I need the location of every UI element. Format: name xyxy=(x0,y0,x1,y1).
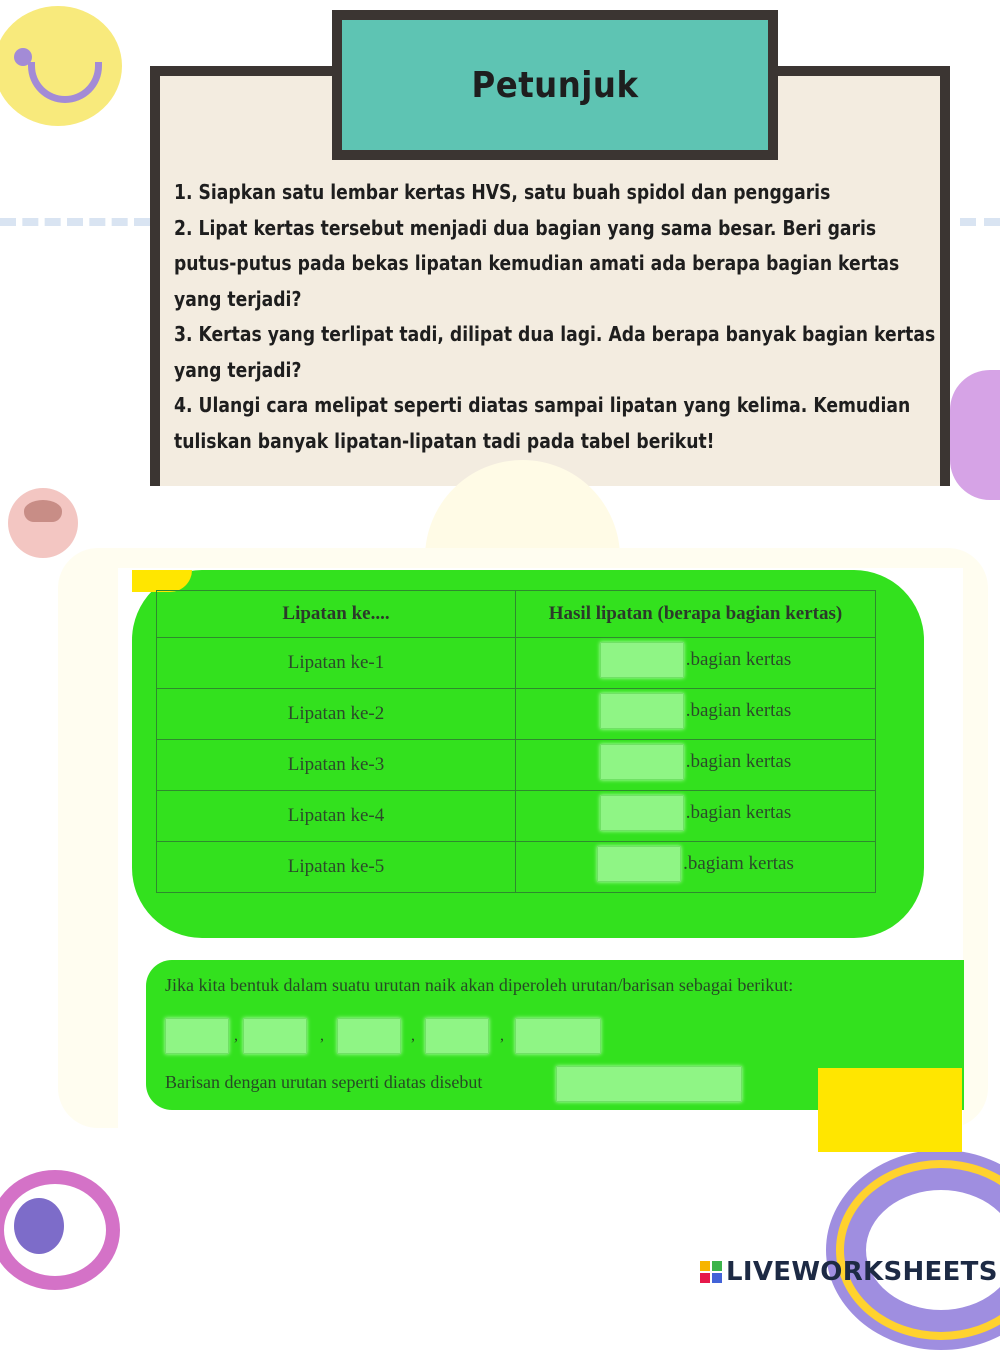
fold-result-cell xyxy=(516,740,876,791)
answer-input-1[interactable] xyxy=(600,642,684,678)
sequence-name-prompt: Barisan dengan urutan seperti diatas disebut xyxy=(165,1072,483,1092)
decor-right-blob xyxy=(950,370,1000,500)
sequence-separator: , xyxy=(411,1027,415,1044)
answer-input-3[interactable] xyxy=(600,744,684,780)
decor-yellow-block xyxy=(818,1068,962,1152)
step-3: 3. Kertas yang terlipat tadi, dilipat dua lagi. Ada berapa banyak bagian kertas yang terjadi? xyxy=(174,322,936,382)
sequence-inputs xyxy=(165,1018,601,1054)
table-row xyxy=(157,740,876,791)
decor-eye-pupil xyxy=(14,1198,64,1254)
sequence-prompt: Jika kita bentuk dalam suatu urutan naik akan diperoleh urutan/barisan sebagai berikut: xyxy=(165,975,794,995)
fold-label: Lipatan ke-1 xyxy=(157,638,516,689)
sequence-input-2[interactable] xyxy=(243,1018,307,1054)
table-header-row xyxy=(157,591,876,638)
instructions-title-box xyxy=(332,10,778,160)
fold-result-cell xyxy=(516,638,876,689)
instructions-steps xyxy=(174,175,944,459)
table-row xyxy=(157,842,876,893)
liveworksheets-logo-icon xyxy=(700,1261,722,1283)
sequence-separator: , xyxy=(234,1027,238,1044)
footer-brand-text: LIVEWORKSHEETS xyxy=(726,1257,998,1287)
fold-suffix: .bagian kertas xyxy=(685,751,792,772)
table-row xyxy=(157,689,876,740)
fold-suffix: .bagiam kertas xyxy=(683,853,794,874)
decor-acorn-cap xyxy=(24,500,62,522)
fold-result-cell xyxy=(516,842,876,893)
table-row xyxy=(157,791,876,842)
answer-input-2[interactable] xyxy=(600,693,684,729)
fold-label: Lipatan ke-2 xyxy=(157,689,516,740)
sequence-name-input[interactable] xyxy=(556,1066,742,1102)
step-4: 4. Ulangi cara melipat seperti diatas sampai lipatan yang kelima. Kemudian tuliskan banyak lipatan-lipatan tadi pada tabel berikut! xyxy=(174,393,911,453)
fold-suffix: .bagian kertas xyxy=(685,649,792,670)
fold-suffix: .bagian kertas xyxy=(685,802,792,823)
sequence-input-1[interactable] xyxy=(165,1018,229,1054)
folds-table xyxy=(156,590,876,893)
decor-dash-left xyxy=(0,218,150,226)
fold-label: Lipatan ke-3 xyxy=(157,740,516,791)
step-1: 1. Siapkan satu lembar kertas HVS, satu buah spidol dan penggaris xyxy=(174,180,831,204)
answer-input-5[interactable] xyxy=(597,846,681,882)
footer-brand xyxy=(700,1257,998,1287)
sequence-separator: , xyxy=(320,1027,324,1044)
sequence-input-5[interactable] xyxy=(515,1018,601,1054)
table-row xyxy=(157,638,876,689)
sequence-input-3[interactable] xyxy=(337,1018,401,1054)
table-header-fold: Lipatan ke.... xyxy=(157,591,516,638)
decor-dash-right xyxy=(960,218,1000,226)
decor-smiley-eye xyxy=(14,48,32,66)
decor-acorn xyxy=(8,488,78,558)
sequence-input-4[interactable] xyxy=(425,1018,489,1054)
sequence-separator: , xyxy=(500,1027,504,1044)
step-2: 2. Lipat kertas tersebut menjadi dua bagian yang sama besar. Beri garis putus-putus pada bekas lipatan kemudian amati ada berapa bagian kertas yang terjadi? xyxy=(174,215,900,311)
fold-result-cell xyxy=(516,689,876,740)
fold-result-cell xyxy=(516,791,876,842)
fold-suffix: .bagian kertas xyxy=(685,700,792,721)
fold-label: Lipatan ke-5 xyxy=(157,842,516,893)
table-header-result: Hasil lipatan (berapa bagian kertas) xyxy=(516,591,876,638)
fold-label: Lipatan ke-4 xyxy=(157,791,516,842)
answer-input-4[interactable] xyxy=(600,795,684,831)
instructions-title: Petunjuk xyxy=(471,64,639,106)
